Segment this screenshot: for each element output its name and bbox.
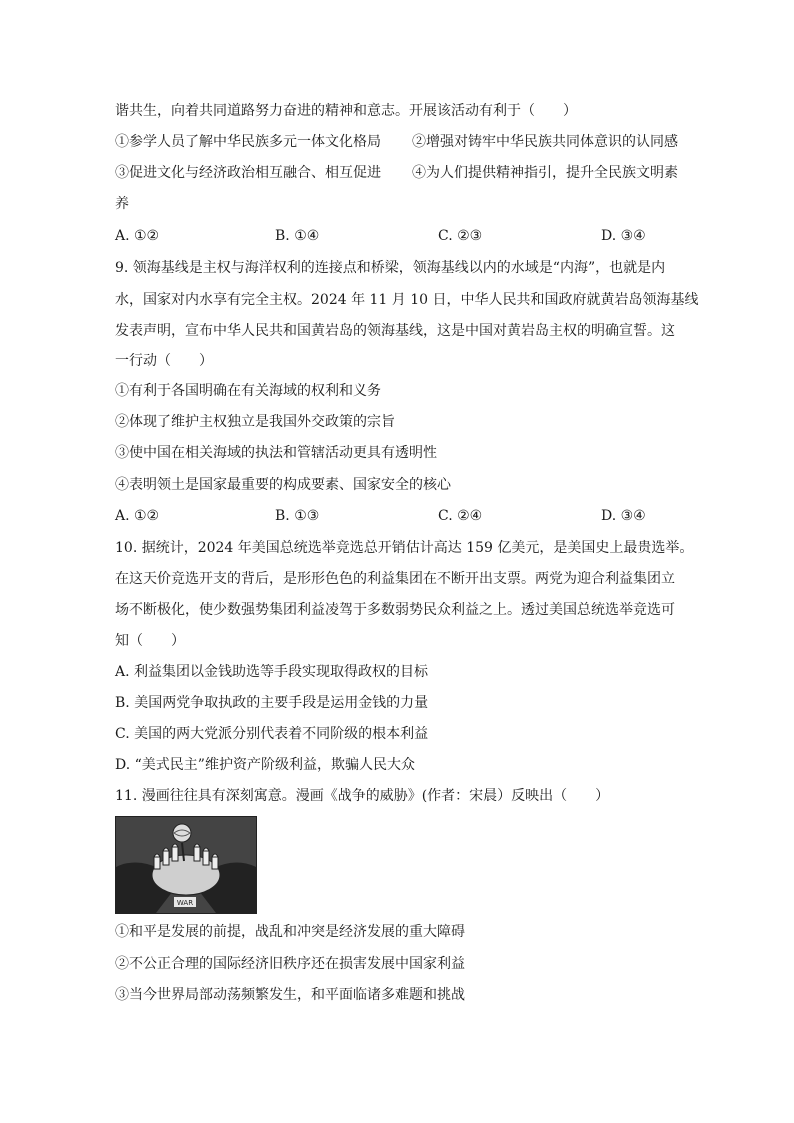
q9-item-1: ①有利于各国明确在有关海域的权利和义务 [115,383,381,399]
q11-item-1: ①和平是发展的前提，战乱和冲突是经济发展的重大障碍 [115,924,465,940]
q9-options [115,506,675,526]
war-threat-cartoon [115,816,257,914]
cartoon-illustration [116,817,256,913]
q9-option-a[interactable]: A. ①② [115,508,160,524]
q10-stem-line-1: 10. 据统计，2024 年美国总统选举竞选总开销估计高达 159 亿美元，是美国史上最贵选举。 [115,540,694,556]
q10-stem-line-4: 知（ ） [115,633,185,649]
q9-item-3: ③使中国在相关海域的执法和管辖活动更具有透明性 [115,445,437,461]
q10-choice-a[interactable]: A. 利益集团以金钱助选等手段实现取得政权的目标 [115,664,429,680]
q9-option-c[interactable]: C. ②④ [438,508,483,524]
q9-option-d[interactable]: D. ③④ [601,508,646,524]
cartoon-war-label: WAR [176,899,194,907]
q8-item-1: ①参学人员了解中华民族多元一体文化格局 [115,134,381,150]
q8-item-4-cont: 养 [115,196,129,212]
q8-item-4: ④为人们提供精神指引，提升全民族文明素 [412,165,678,181]
q8-item-2: ②增强对铸牢中华民族共同体意识的认同感 [412,134,678,150]
q9-stem-line-1: 9. 领海基线是主权与海洋权利的连接点和桥梁，领海基线以内的水域是“内海”，也就是内 [115,260,666,276]
q9-stem-line-3: 发表声明，宣布中华人民共和国黄岩岛的领海基线，这是中国对黄岩岛主权的明确宣誓。这 [115,323,675,339]
q9-option-b[interactable]: B. ①③ [275,508,320,524]
q8-option-a[interactable]: A. ①② [115,228,160,244]
q9-stem-line-4: 一行动（ ） [115,353,213,369]
q8-options [115,226,675,246]
q10-choice-b[interactable]: B. 美国两党争取执政的主要手段是运用金钱的力量 [115,695,429,711]
q11-stem: 11. 漫画往往具有深刻寓意。漫画《战争的威胁》(作者：宋晨）反映出（ ） [115,788,610,804]
q11-item-2: ②不公正合理的国际经济旧秩序还在损害发展中国家利益 [115,956,465,972]
q10-choice-d[interactable]: D. “美式民主”维护资产阶级利益，欺骗人民大众 [115,757,415,773]
q8-stem-tail: 谐共生，向着共同道路努力奋进的精神和意志。开展该活动有利于（ ） [115,103,577,119]
q10-choice-c[interactable]: C. 美国的两大党派分别代表着不同阶级的根本利益 [115,726,429,742]
q9-item-4: ④表明领土是国家最重要的构成要素、国家安全的核心 [115,477,451,493]
q8-item-3: ③促进文化与经济政治相互融合、相互促进 [115,165,381,181]
q10-stem-line-3: 场不断极化，使少数强势集团利益凌驾于多数弱势民众利益之上。透过美国总统选举竞选可 [115,602,675,618]
q9-item-2: ②体现了维护主权独立是我国外交政策的宗旨 [115,414,395,430]
q10-stem-line-2: 在这天价竞选开支的背后，是形形色色的利益集团在不断开出支票。两党为迎合利益集团立 [115,571,675,587]
q8-option-b[interactable]: B. ①④ [275,228,320,244]
q9-stem-line-2: 水，国家对内水享有完全主权。2024 年 11 月 10 日，中华人民共和国政府就黄岩岛领海基线 [115,292,699,308]
q8-option-c[interactable]: C. ②③ [438,228,483,244]
q11-item-3: ③当今世界局部动荡频繁发生，和平面临诸多难题和挑战 [115,987,465,1003]
q8-option-d[interactable]: D. ③④ [601,228,646,244]
